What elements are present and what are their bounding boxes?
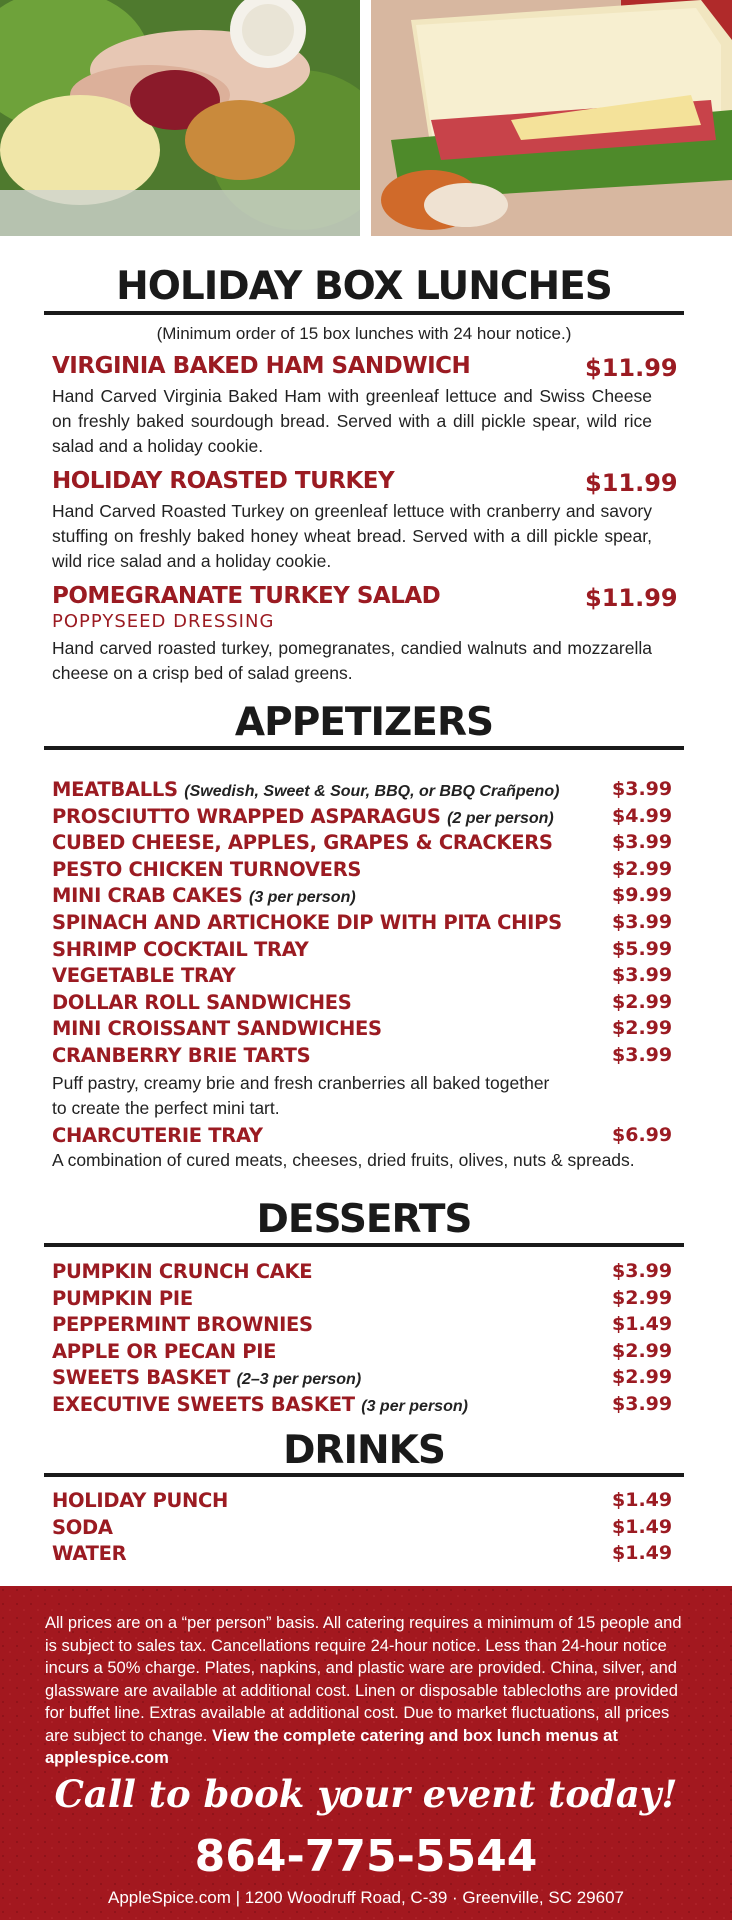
fine-print bbox=[45, 1612, 685, 1770]
list-item bbox=[52, 1366, 672, 1392]
item-name bbox=[52, 805, 554, 828]
header-photos bbox=[0, 0, 732, 236]
item-name-text: SPINACH AND ARTICHOKE DIP WITH PITA CHIPS bbox=[52, 911, 562, 934]
item-name-text: MEATBALLS bbox=[52, 778, 178, 801]
item-name bbox=[52, 1313, 313, 1336]
item-name bbox=[52, 1287, 193, 1310]
appetizers-title: APPETIZERS bbox=[234, 700, 494, 745]
item-name bbox=[52, 1366, 361, 1389]
lunch-item-name: POMEGRANATE TURKEY SALAD bbox=[52, 583, 441, 609]
item-price: $3.99 bbox=[612, 911, 673, 933]
lunch-item-price: $11.99 bbox=[585, 354, 678, 382]
item-qualifier: (2–3 per person) bbox=[236, 1371, 362, 1389]
item-name-text: CUBED CHEESE, APPLES, GRAPES & CRACKERS bbox=[52, 831, 553, 855]
box-lunches-title: HOLIDAY BOX LUNCHES bbox=[116, 264, 612, 309]
item-price: $2.99 bbox=[612, 990, 673, 1013]
fine-print-text: All prices are on a “per person” basis. All catering requires a minimum of 15 people and is subject to sales tax. Cancellations require 24-hour notice. Less than 24-hour notice incurs a 50% charge. Plates, napkins, and plastic ware are provided. China, silver, and glassware are available at additional cost. Linen or disposable tablecloths are provided for buffet line. Extras available at additional cost. Due to market fluctuations, all prices are subject to change. bbox=[45, 1614, 682, 1745]
item-price: $3.99 bbox=[612, 1044, 673, 1066]
salad-photo bbox=[0, 0, 360, 236]
item-price: $1.49 bbox=[612, 1489, 673, 1511]
item-name-text: CRANBERRY BRIE TARTS bbox=[52, 1044, 311, 1067]
lunch-item-price: $11.99 bbox=[585, 584, 678, 612]
item-price: $3.99 bbox=[612, 1260, 673, 1282]
item-name bbox=[52, 1542, 126, 1565]
item-name-text: MINI CRAB CAKES bbox=[52, 884, 243, 908]
item-name-text: SODA bbox=[52, 1515, 113, 1539]
menu-link[interactable]: View the complete catering and box lunch menus at applespice.com bbox=[45, 1726, 618, 1767]
tarts-desc-line-2: to create the perfect mini tart. bbox=[52, 1098, 280, 1118]
item-name bbox=[52, 938, 308, 961]
box-lunches-note: (Minimum order of 15 box lunches with 24 hour notice.) bbox=[156, 324, 572, 343]
list-item bbox=[52, 1542, 672, 1568]
item-name-text: EXECUTIVE SWEETS BASKET bbox=[52, 1393, 355, 1416]
item-name-text: PROSCIUTTO WRAPPED ASPARAGUS bbox=[52, 804, 441, 828]
item-qualifier: (3 per person) bbox=[248, 889, 356, 907]
lunch-item-subtitle: POPPYSEED DRESSING bbox=[52, 611, 275, 632]
list-item bbox=[52, 1124, 672, 1150]
item-price: $2.99 bbox=[612, 1017, 673, 1040]
list-item bbox=[52, 1287, 672, 1313]
list-item bbox=[52, 938, 672, 964]
item-name bbox=[52, 1516, 113, 1539]
item-price: $3.99 bbox=[612, 831, 673, 854]
sandwich-photo bbox=[371, 0, 732, 236]
item-price: $5.99 bbox=[612, 937, 673, 960]
item-name bbox=[52, 991, 352, 1014]
item-name bbox=[52, 831, 553, 854]
call-to-action: Call to book your event today! bbox=[54, 1772, 678, 1816]
item-name bbox=[52, 1393, 468, 1416]
item-price: $3.99 bbox=[612, 778, 673, 800]
list-item bbox=[52, 1313, 672, 1339]
list-item bbox=[52, 1260, 672, 1286]
list-item bbox=[52, 1393, 672, 1419]
item-price: $1.49 bbox=[612, 1542, 673, 1565]
item-name-text: WATER bbox=[52, 1542, 127, 1566]
list-item bbox=[52, 1516, 672, 1542]
list-item bbox=[52, 1044, 672, 1070]
item-name: CHARCUTERIE TRAY bbox=[52, 1124, 263, 1147]
item-price: $2.99 bbox=[612, 1339, 673, 1362]
drinks-title: DRINKS bbox=[283, 1428, 445, 1473]
item-name-text: PEPPERMINT BROWNIES bbox=[52, 1313, 313, 1337]
item-qualifier: (2 per person) bbox=[447, 809, 554, 827]
item-name-text: MINI CROISSANT SANDWICHES bbox=[52, 1017, 382, 1041]
lunch-item-desc: Hand Carved Roasted Turkey on greenleaf lettuce with cranberry and savory stuffing on freshly baked honey wheat bread. Served with a dill pickle spear, wild rice salad and a holiday cookie. bbox=[52, 501, 652, 571]
item-name-text: PESTO CHICKEN TURNOVERS bbox=[52, 857, 362, 881]
item-name-text: SHRIMP COCKTAIL TRAY bbox=[52, 937, 309, 961]
desserts-title: DESSERTS bbox=[256, 1197, 472, 1242]
item-name bbox=[52, 884, 356, 907]
list-item bbox=[52, 1340, 672, 1366]
item-name bbox=[52, 1260, 312, 1283]
charcuterie-desc: A combination of cured meats, cheeses, dried fruits, olives, nuts & spreads. bbox=[52, 1150, 635, 1170]
list-item bbox=[52, 805, 672, 831]
item-name bbox=[52, 778, 559, 801]
item-name bbox=[52, 1340, 276, 1363]
item-name-text: APPLE OR PECAN PIE bbox=[52, 1339, 277, 1363]
list-item bbox=[52, 858, 672, 884]
list-item bbox=[52, 831, 672, 857]
item-qualifier: (Swedish, Sweet & Sour, BBQ, or BBQ Crañpeno) bbox=[184, 783, 560, 800]
item-price: $1.49 bbox=[612, 1313, 673, 1336]
item-name bbox=[52, 858, 361, 881]
list-item bbox=[52, 991, 672, 1017]
item-price: $3.99 bbox=[612, 964, 673, 987]
item-name-text: PUMPKIN PIE bbox=[52, 1286, 193, 1310]
desserts-rule bbox=[44, 1243, 684, 1247]
item-name-text: SWEETS BASKET bbox=[52, 1366, 231, 1390]
list-item bbox=[52, 964, 672, 990]
box-lunches-rule bbox=[44, 311, 684, 315]
item-name-text: DOLLAR ROLL SANDWICHES bbox=[52, 990, 352, 1014]
item-price: $6.99 bbox=[612, 1124, 673, 1146]
lunch-item-desc: Hand carved roasted turkey, pomegranates, candied walnuts and mozzarella cheese on a crisp bed of salad greens. bbox=[52, 638, 652, 683]
item-name-text: PUMPKIN CRUNCH CAKE bbox=[52, 1260, 313, 1283]
appetizers-rule bbox=[44, 746, 684, 750]
lunch-item-name: VIRGINIA BAKED HAM SANDWICH bbox=[52, 353, 471, 379]
list-item bbox=[52, 884, 672, 910]
item-qualifier: (3 per person) bbox=[361, 1398, 468, 1415]
item-name bbox=[52, 911, 562, 934]
item-name-text: HOLIDAY PUNCH bbox=[52, 1489, 229, 1512]
list-item bbox=[52, 1017, 672, 1043]
lunch-item-price: $11.99 bbox=[585, 469, 678, 497]
item-name bbox=[52, 1017, 382, 1040]
lunch-item-desc: Hand Carved Virginia Baked Ham with greenleaf lettuce and Swiss Cheese on freshly baked sourdough bread. Served with a dill pickle spear, wild rice salad and a holiday cookie. bbox=[52, 386, 652, 456]
item-name bbox=[52, 964, 235, 987]
list-item bbox=[52, 911, 672, 937]
item-price: $9.99 bbox=[612, 884, 673, 907]
drinks-rule bbox=[44, 1473, 684, 1477]
item-price: $2.99 bbox=[612, 857, 673, 880]
phone-number[interactable]: 864-775-5544 bbox=[194, 1831, 538, 1882]
item-name bbox=[52, 1044, 310, 1067]
item-price: $2.99 bbox=[612, 1286, 673, 1309]
item-price: $3.99 bbox=[612, 1393, 673, 1415]
item-name-text: VEGETABLE TRAY bbox=[52, 964, 236, 988]
item-price: $2.99 bbox=[612, 1366, 673, 1389]
footer bbox=[0, 1586, 732, 1920]
item-name bbox=[52, 1489, 228, 1512]
item-price: $1.49 bbox=[612, 1515, 673, 1538]
tarts-desc-line-1: Puff pastry, creamy brie and fresh cranberries all baked together bbox=[52, 1073, 550, 1093]
lunch-item-name: HOLIDAY ROASTED TURKEY bbox=[52, 468, 395, 494]
list-item bbox=[52, 778, 672, 804]
address: AppleSpice.com | 1200 Woodruff Road, C-39 · Greenville, SC 29607 bbox=[108, 1888, 624, 1907]
list-item bbox=[52, 1489, 672, 1515]
item-price: $4.99 bbox=[612, 804, 673, 827]
